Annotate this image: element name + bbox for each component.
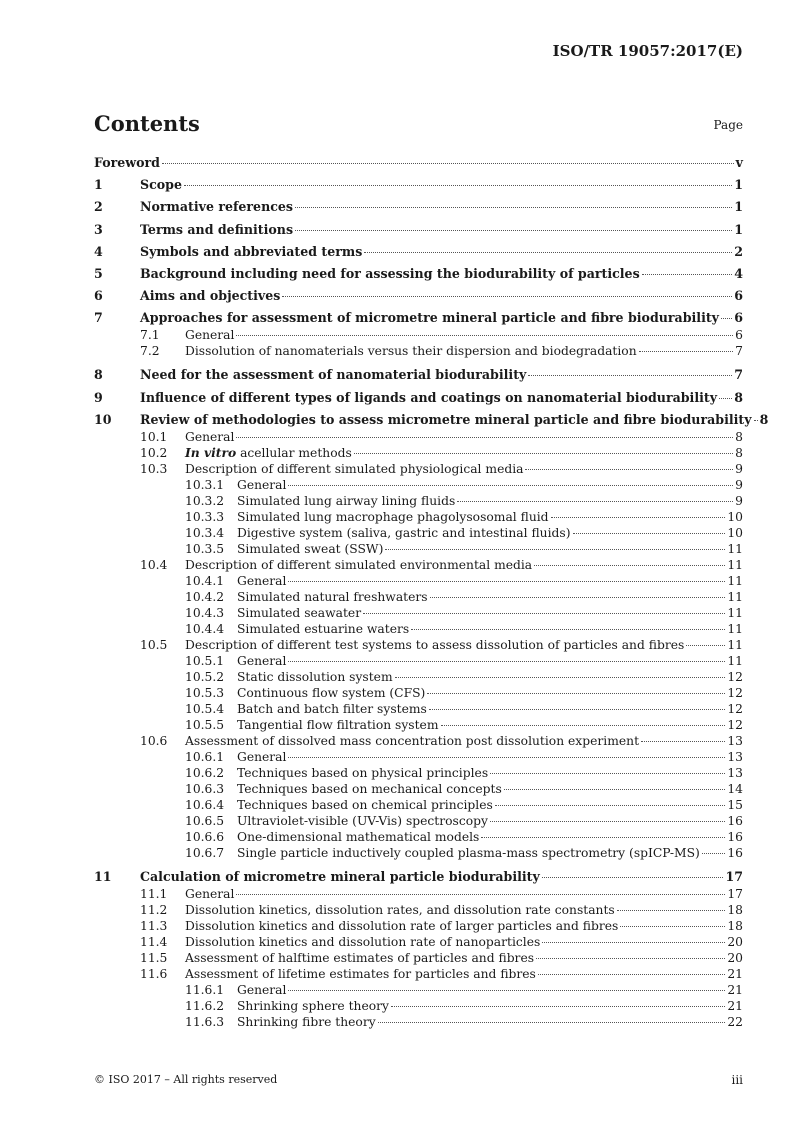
toc-entry-title: General — [237, 982, 287, 997]
toc-entry-page: 18 — [727, 918, 743, 933]
toc-entry-number: 11.2 — [140, 902, 168, 917]
toc-dot-leader — [395, 677, 726, 678]
toc-entry-number: 11.6.2 — [185, 998, 225, 1013]
toc-entry-number: 11.6.3 — [185, 1014, 225, 1029]
toc-entry-title-italic: In vitro — [185, 444, 237, 460]
toc-entry-number: 10.3.3 — [185, 509, 225, 524]
toc-entry-page: 21 — [727, 966, 743, 981]
toc-entry-number: 1 — [94, 177, 103, 193]
toc-entry-title: Review of methodologies to assess micrometre mineral particle and fibre biodurability — [140, 411, 752, 427]
toc-entry-page: 9 — [735, 477, 743, 492]
toc-entry-title: Techniques based on physical principles — [237, 765, 489, 780]
toc-entry[interactable] — [94, 781, 743, 797]
document-id-header: ISO/TR 19057:2017(E) — [552, 42, 743, 60]
toc-entry[interactable] — [94, 154, 743, 172]
toc-entry[interactable] — [94, 886, 743, 902]
toc-entry[interactable] — [94, 605, 743, 621]
toc-dot-leader — [354, 453, 733, 454]
toc-dot-leader — [236, 894, 725, 895]
toc-dot-leader — [288, 485, 733, 486]
toc-entry[interactable] — [94, 717, 743, 733]
toc-dot-leader — [542, 877, 724, 878]
toc-entry-title: Continuous flow system (CFS) — [237, 685, 426, 700]
toc-entry[interactable] — [94, 573, 743, 589]
toc-entry-title: Batch and batch filter systems — [237, 701, 427, 716]
toc-entry-title: One-dimensional mathematical models — [237, 829, 480, 844]
toc-entry-title: Description of different test systems to assess dissolution of particles and fibres — [185, 637, 685, 652]
toc-entry-title-rest: acellular methods — [236, 445, 352, 460]
toc-entry-number: 11.3 — [140, 918, 168, 933]
toc-entry-title: Description of different simulated physiological media — [185, 461, 524, 476]
toc-entry[interactable] — [94, 902, 743, 918]
toc-entry-number: 10.4.4 — [185, 621, 225, 636]
toc-entry-number: 10.2 — [140, 445, 168, 460]
toc-entry-number: 6 — [94, 288, 103, 304]
toc-entry-title — [185, 445, 352, 461]
toc-entry-title: Need for the assessment of nanomaterial biodurability — [140, 367, 527, 383]
toc-entry-number: 4 — [94, 243, 103, 259]
toc-dot-leader — [378, 1022, 726, 1023]
toc-entry-page: 15 — [727, 797, 743, 812]
toc-entry-number: 7.2 — [140, 344, 160, 359]
toc-entry-page: 9 — [735, 461, 743, 476]
toc-entry-page: 16 — [727, 813, 743, 828]
toc-entry-number: 8 — [94, 367, 103, 383]
toc-entry-number: 10.5.1 — [185, 653, 225, 668]
toc-entry-page: 10 — [727, 525, 743, 540]
toc-entry[interactable] — [94, 765, 743, 781]
toc-entry[interactable] — [94, 411, 769, 429]
toc-entry[interactable] — [94, 287, 743, 305]
toc-entry-number: 10.5.4 — [185, 701, 225, 716]
toc-entry-title: Dissolution kinetics and dissolution rate of nanoparticles — [185, 934, 541, 949]
toc-entry-number: 11 — [94, 868, 112, 884]
toc-entry-page: 18 — [727, 902, 743, 917]
toc-entry-page: 11 — [727, 653, 743, 668]
toc-entry-page: 20 — [727, 934, 743, 949]
toc-entry[interactable] — [94, 343, 743, 359]
toc-entry[interactable] — [94, 918, 743, 934]
toc-dot-leader — [686, 645, 725, 646]
toc-entry-page: 12 — [727, 685, 743, 700]
toc-entry-title: Single particle inductively coupled plasma-mass spectrometry (spICP-MS) — [237, 845, 700, 860]
toc-dot-leader — [721, 318, 732, 319]
toc-dot-leader — [551, 517, 726, 518]
toc-entry-number: 10.6.7 — [185, 845, 225, 860]
toc-dot-leader — [754, 420, 758, 421]
toc-entry[interactable] — [94, 1014, 743, 1030]
toc-entry-title: Shrinking fibre theory — [237, 1014, 376, 1029]
toc-entry-title: Approaches for assessment of micrometre mineral particle and fibre biodurability — [140, 310, 719, 326]
toc-entry[interactable] — [94, 525, 743, 541]
toc-dot-leader — [295, 207, 732, 208]
toc-entry-title: Tangential flow filtration system — [237, 717, 439, 732]
toc-entry-page: 12 — [727, 701, 743, 716]
toc-dot-leader — [236, 437, 733, 438]
toc-entry-title: Simulated lung airway lining fluids — [237, 493, 456, 508]
toc-entry-title: Aims and objectives — [140, 288, 281, 304]
toc-entry-page: 7 — [735, 344, 743, 359]
toc-entry[interactable] — [94, 198, 743, 216]
toc-entry-number: 7 — [94, 310, 103, 326]
toc-entry-title: General — [237, 477, 287, 492]
toc-entry-page: 11 — [727, 541, 743, 556]
table-of-contents — [94, 154, 769, 1030]
toc-dot-leader — [236, 335, 733, 336]
toc-dot-leader — [288, 581, 725, 582]
toc-entry-title: Static dissolution system — [237, 669, 393, 684]
toc-dot-leader — [481, 837, 725, 838]
toc-entry-title: General — [237, 749, 287, 764]
toc-entry-page: 21 — [727, 982, 743, 997]
toc-entry-number: 10.5.2 — [185, 669, 225, 684]
toc-entry-number: 10.5.3 — [185, 685, 225, 700]
toc-entry-page: 13 — [727, 765, 743, 780]
toc-entry[interactable] — [94, 653, 743, 669]
toc-entry-title: Foreword — [94, 155, 160, 170]
toc-entry[interactable] — [94, 509, 743, 525]
toc-entry-title: Simulated natural freshwaters — [237, 589, 428, 604]
toc-entry-page: 8 — [734, 389, 743, 405]
toc-entry-page: 13 — [727, 733, 743, 748]
toc-entry-title: Dissolution kinetics, dissolution rates, and dissolution rate constants — [185, 902, 615, 917]
toc-dot-leader — [641, 741, 725, 742]
toc-dot-leader — [288, 757, 725, 758]
toc-entry-page: 12 — [727, 669, 743, 684]
toc-entry-title: General — [185, 328, 235, 343]
toc-entry-title: Techniques based on chemical principles — [237, 797, 493, 812]
toc-entry-title: Shrinking sphere theory — [237, 998, 389, 1013]
toc-entry-page: 6 — [734, 310, 743, 326]
toc-dot-leader — [538, 974, 725, 975]
toc-entry-title: Simulated seawater — [237, 605, 362, 620]
toc-dot-leader — [536, 958, 725, 959]
toc-entry-number: 11.1 — [140, 886, 168, 901]
toc-entry-title: General — [237, 653, 287, 668]
toc-dot-leader — [639, 351, 734, 352]
toc-entry[interactable] — [94, 221, 743, 239]
toc-entry-page: v — [735, 155, 743, 170]
toc-entry-number: 10.3.2 — [185, 493, 225, 508]
toc-entry-number: 10.4 — [140, 557, 168, 572]
toc-entry[interactable] — [94, 998, 743, 1014]
toc-dot-leader — [620, 926, 725, 927]
toc-entry-title: Simulated lung macrophage phagolysosomal fluid — [237, 509, 549, 524]
toc-entry-number: 11.6 — [140, 966, 168, 981]
toc-entry-number: 10.3.5 — [185, 541, 225, 556]
toc-dot-leader — [364, 252, 732, 253]
toc-entry-title: General — [237, 573, 287, 588]
toc-entry[interactable] — [94, 445, 743, 461]
toc-dot-leader — [411, 629, 725, 630]
toc-entry-page: 22 — [727, 1014, 743, 1029]
toc-entry-page: 1 — [734, 221, 743, 237]
toc-dot-leader — [542, 942, 725, 943]
toc-dot-leader — [490, 773, 725, 774]
toc-entry[interactable] — [94, 829, 743, 845]
toc-dot-leader — [295, 230, 732, 231]
toc-entry-title: Scope — [140, 177, 182, 193]
toc-entry-page: 11 — [727, 573, 743, 588]
toc-entry[interactable] — [94, 868, 743, 886]
toc-entry-page: 1 — [734, 177, 743, 193]
toc-entry-page: 1 — [734, 199, 743, 215]
toc-entry-number: 10.5 — [140, 637, 168, 652]
toc-entry[interactable] — [94, 934, 743, 950]
toc-entry-number: 10.3 — [140, 461, 168, 476]
toc-entry-title: Description of different simulated environmental media — [185, 557, 533, 572]
toc-entry-page: 14 — [727, 781, 743, 796]
toc-entry[interactable] — [94, 950, 743, 966]
toc-entry[interactable] — [94, 685, 743, 701]
toc-entry[interactable] — [94, 243, 743, 261]
toc-entry-page: 13 — [727, 749, 743, 764]
toc-entry[interactable] — [94, 701, 743, 717]
toc-entry-number: 10.3.4 — [185, 525, 225, 540]
toc-entry-number: 10.3.1 — [185, 477, 225, 492]
toc-dot-leader — [534, 565, 725, 566]
toc-entry-number: 10.6 — [140, 733, 168, 748]
toc-entry-page: 8 — [735, 445, 743, 460]
toc-entry-number: 11.5 — [140, 950, 168, 965]
toc-entry-page: 21 — [727, 998, 743, 1013]
toc-entry-page: 9 — [735, 493, 743, 508]
toc-dot-leader — [719, 398, 732, 399]
toc-entry-title: Assessment of lifetime estimates for particles and fibres — [185, 966, 536, 981]
toc-entry[interactable] — [94, 845, 743, 861]
toc-entry-number: 11.6.1 — [185, 982, 225, 997]
page-number: iii — [731, 1073, 743, 1087]
toc-entry-page: 16 — [727, 829, 743, 844]
toc-entry-page: 16 — [727, 845, 743, 860]
toc-dot-leader — [429, 709, 726, 710]
toc-entry-title: Simulated estuarine waters — [237, 621, 410, 636]
toc-entry-number: 10.6.5 — [185, 813, 225, 828]
toc-dot-leader — [427, 693, 725, 694]
toc-dot-leader — [184, 185, 732, 186]
copyright-notice: © ISO 2017 – All rights reserved — [94, 1073, 278, 1086]
toc-entry-title: Influence of different types of ligands and coatings on nanomaterial biodurability — [140, 389, 718, 405]
toc-entry-title: Assessment of halftime estimates of particles and fibres — [185, 950, 535, 965]
toc-entry[interactable] — [94, 982, 743, 998]
toc-entry-number: 10.6.2 — [185, 765, 225, 780]
toc-entry[interactable] — [94, 669, 743, 685]
toc-entry[interactable] — [94, 389, 743, 407]
page-title: Contents — [94, 111, 200, 136]
toc-dot-leader — [441, 725, 726, 726]
toc-entry-number: 5 — [94, 265, 103, 281]
toc-entry[interactable] — [94, 749, 743, 765]
toc-entry[interactable] — [94, 966, 743, 982]
toc-entry[interactable] — [94, 327, 743, 343]
toc-entry-title: Ultraviolet-visible (UV-Vis) spectroscopy — [237, 813, 488, 828]
toc-entry-page: 20 — [727, 950, 743, 965]
toc-entry-number: 10.6.1 — [185, 749, 225, 764]
toc-entry-number: 10 — [94, 411, 112, 427]
toc-entry-page: 6 — [734, 288, 743, 304]
toc-entry[interactable] — [94, 477, 743, 493]
toc-entry-title: Calculation of micrometre mineral particle biodurability — [140, 868, 540, 884]
toc-entry[interactable] — [94, 366, 743, 384]
toc-entry-page: 17 — [725, 868, 743, 884]
toc-entry-number: 10.4.2 — [185, 589, 225, 604]
toc-entry-page: 17 — [727, 886, 743, 901]
toc-dot-leader — [288, 661, 725, 662]
toc-entry-title: General — [185, 886, 235, 901]
toc-entry-page: 12 — [727, 717, 743, 732]
toc-entry-page: 4 — [734, 265, 743, 281]
toc-entry[interactable] — [94, 621, 743, 637]
toc-entry-page: 6 — [735, 328, 743, 343]
toc-entry-number: 10.5.5 — [185, 717, 225, 732]
toc-dot-leader — [642, 274, 733, 275]
toc-entry[interactable] — [94, 733, 743, 749]
toc-entry-page: 8 — [759, 411, 769, 427]
toc-entry-number: 7.1 — [140, 328, 160, 343]
toc-dot-leader — [363, 613, 725, 614]
toc-entry-title: Techniques based on mechanical concepts — [237, 781, 502, 796]
toc-dot-leader — [573, 533, 726, 534]
toc-entry-title: Background including need for assessing the biodurability of particles — [140, 265, 640, 281]
toc-entry-number: 10.4.3 — [185, 605, 225, 620]
toc-entry-title: Terms and definitions — [140, 221, 294, 237]
toc-dot-leader — [490, 821, 725, 822]
toc-entry-number: 10.6.4 — [185, 797, 225, 812]
toc-entry-title: General — [185, 429, 235, 444]
toc-dot-leader — [504, 789, 726, 790]
toc-entry-page: 11 — [727, 621, 743, 636]
toc-entry-page: 10 — [727, 509, 743, 524]
toc-entry-title: Assessment of dissolved mass concentration post dissolution experiment — [185, 733, 640, 748]
toc-dot-leader — [457, 501, 733, 502]
page-footer — [94, 1073, 743, 1087]
page-column-label: Page — [713, 118, 743, 132]
toc-entry-page: 11 — [727, 637, 743, 652]
toc-dot-leader — [288, 990, 725, 991]
toc-entry-title: Dissolution of nanomaterials versus their dispersion and biodegradation — [185, 344, 637, 359]
toc-entry[interactable] — [94, 557, 743, 573]
toc-entry[interactable] — [94, 309, 743, 327]
toc-dot-leader — [617, 910, 726, 911]
toc-entry-number: 9 — [94, 389, 103, 405]
toc-dot-leader — [430, 597, 726, 598]
toc-dot-leader — [525, 469, 733, 470]
toc-entry-number: 3 — [94, 221, 103, 237]
toc-entry-number: 10.4.1 — [185, 573, 225, 588]
toc-entry-page: 11 — [727, 605, 743, 620]
toc-dot-leader — [385, 549, 725, 550]
toc-entry[interactable] — [94, 541, 743, 557]
toc-entry-title: Simulated sweat (SSW) — [237, 541, 384, 556]
toc-entry-page: 11 — [727, 557, 743, 572]
toc-entry[interactable] — [94, 637, 743, 653]
toc-entry-page: 11 — [727, 589, 743, 604]
toc-dot-leader — [528, 375, 732, 376]
toc-dot-leader — [162, 163, 734, 164]
toc-entry-title: Normative references — [140, 199, 294, 215]
toc-dot-leader — [391, 1006, 725, 1007]
toc-entry[interactable] — [94, 813, 743, 829]
toc-entry-number: 10.6.3 — [185, 781, 225, 796]
toc-entry-number: 11.4 — [140, 934, 168, 949]
toc-entry[interactable] — [94, 589, 743, 605]
toc-dot-leader — [282, 296, 732, 297]
toc-dot-leader — [702, 853, 726, 854]
toc-entry-number: 2 — [94, 199, 103, 215]
toc-entry-page: 2 — [734, 243, 743, 259]
toc-entry-title: Digestive system (saliva, gastric and intestinal fluids) — [237, 525, 571, 540]
toc-entry[interactable] — [94, 493, 743, 509]
toc-entry-page: 7 — [734, 367, 743, 383]
toc-entry[interactable] — [94, 461, 743, 477]
toc-entry-title: Dissolution kinetics and dissolution rate of larger particles and fibres — [185, 918, 619, 933]
toc-dot-leader — [495, 805, 726, 806]
toc-entry[interactable] — [94, 797, 743, 813]
toc-entry-number: 10.6.6 — [185, 829, 225, 844]
toc-entry[interactable] — [94, 265, 743, 283]
toc-entry[interactable] — [94, 429, 743, 445]
toc-entry[interactable] — [94, 176, 743, 194]
toc-entry-title: Symbols and abbreviated terms — [140, 243, 363, 259]
toc-entry-number: 10.1 — [140, 429, 168, 444]
toc-entry-page: 8 — [735, 429, 743, 444]
